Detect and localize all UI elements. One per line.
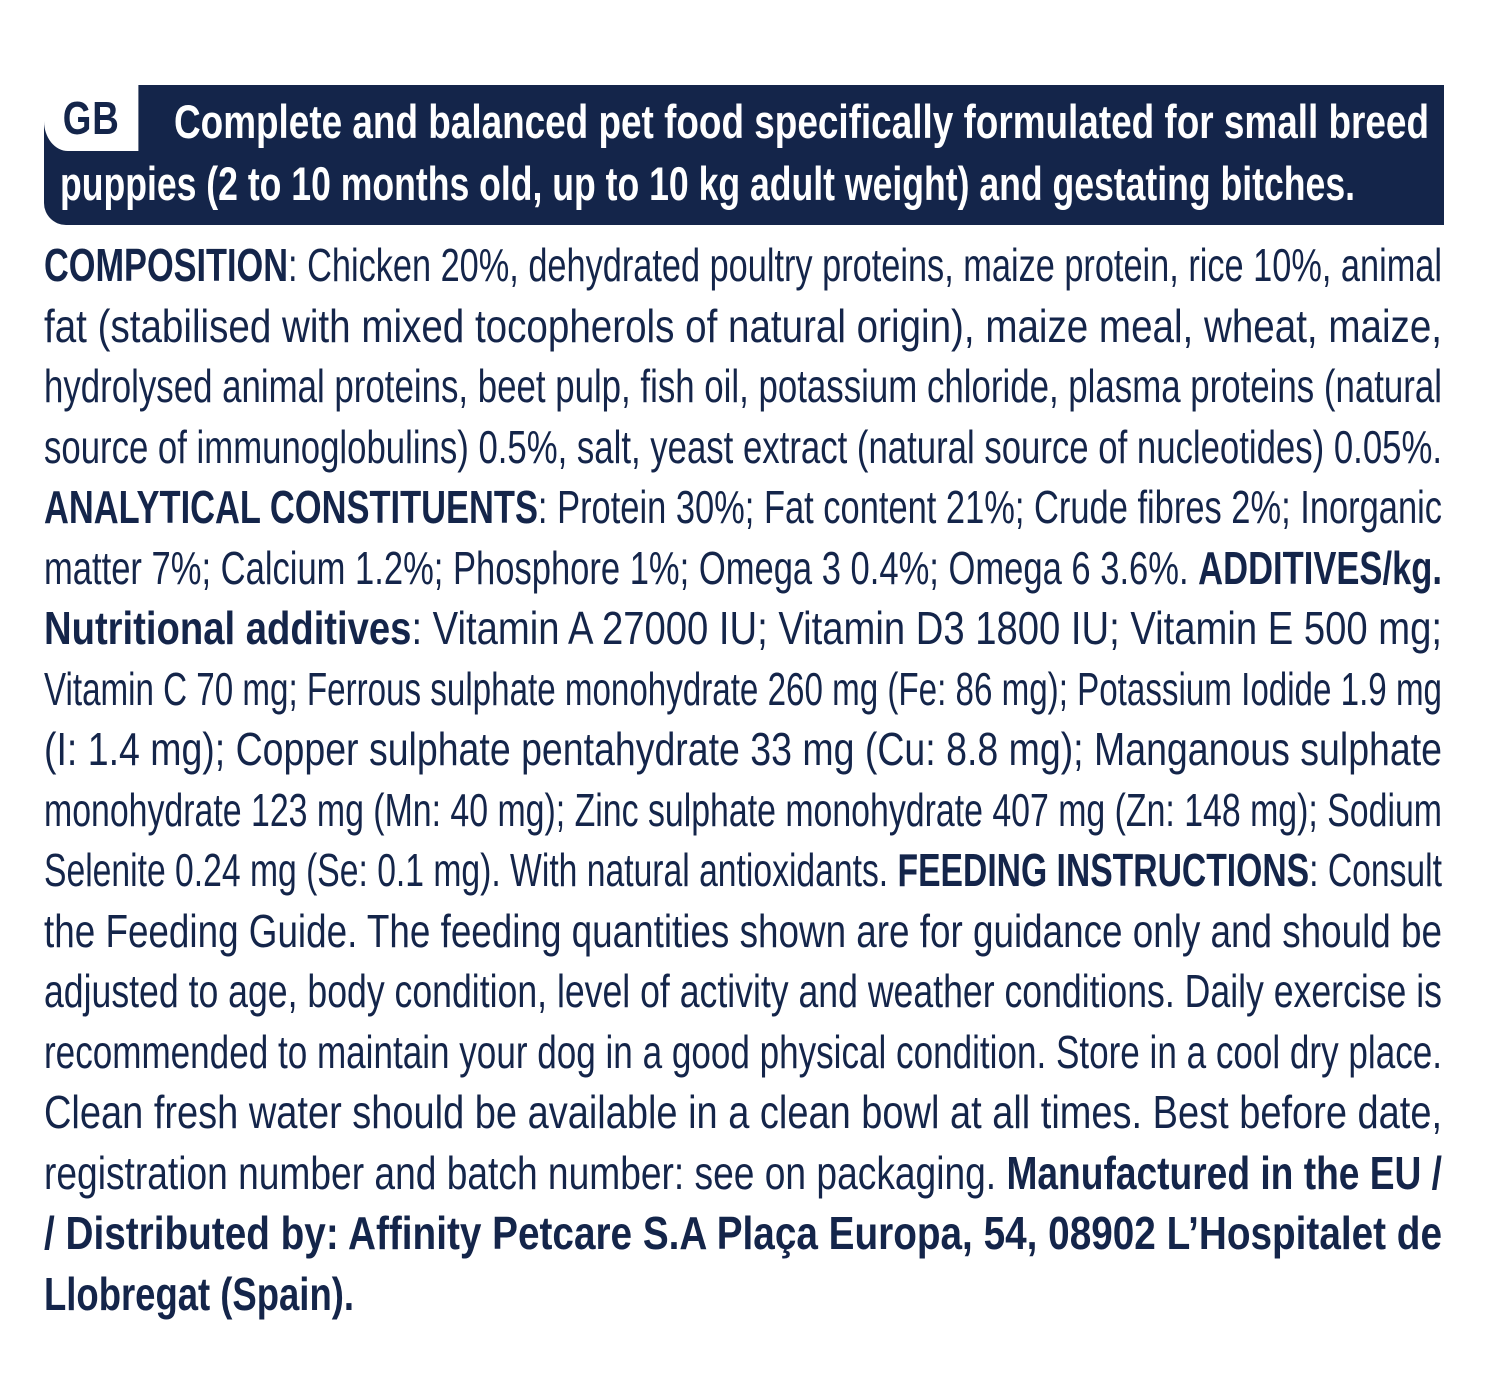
- feeding-heading: FEEDING INSTRUCTIONS: [897, 844, 1310, 896]
- composition-line-3: hydrolysed animal proteins, beet pulp, fish oil, potassium chloride, plasma proteins (natural: [44, 360, 1442, 412]
- nutritional-heading: Nutritional additives: [44, 602, 412, 654]
- feeding-text: : Consult: [1309, 844, 1442, 896]
- feeding-line-6: [44, 1143, 1442, 1204]
- analytical-heading: ANALYTICAL CONSTITUENTS: [44, 481, 538, 533]
- composition-text: : Chicken 20%, dehydrated poultry proteins, maize protein, rice 10%, animal: [288, 239, 1442, 291]
- composition-heading: COMPOSITION: [44, 239, 289, 291]
- header-line-2: puppies (2 to 10 months old, up to 10 kg adult weight) and gestating bitches.: [60, 157, 1355, 210]
- nutritional-line-4: monohydrate 123 mg (Mn: 40 mg); Zinc sulphate monohydrate 407 mg (Zn: 148 mg); Sodium: [44, 783, 1442, 836]
- nutritional-line-3: (I: 1.4 mg); Copper sulphate pentahydrate 33 mg (Cu: 8.8 mg); Manganous sulphate: [44, 723, 1442, 775]
- composition-line-1: [44, 235, 1442, 296]
- pet-food-label: [44, 85, 1444, 1324]
- nutritional-line-1: [44, 598, 1443, 659]
- nutritional-text-5: Selenite 0.24 mg (Se: 0.1 mg). With natural antioxidants.: [44, 844, 898, 896]
- country-badge: GB: [44, 85, 138, 151]
- feeding-line-5: Clean fresh water should be available in a clean bowl at all times. Best before date,: [44, 1086, 1442, 1138]
- nutritional-text: : Vitamin A 27000 IU; Vitamin D3 1800 IU; Vitamin E 500 mg;: [411, 602, 1443, 654]
- composition-line-4: source of immunoglobulins) 0.5%, salt, yeast extract (natural source of nucleotides) 0.05%.: [44, 420, 1442, 473]
- header-banner: [44, 85, 1444, 225]
- feeding-line-3: adjusted to age, body condition, level of activity and weather conditions. Daily exercise is: [44, 965, 1442, 1017]
- nutritional-line-5: [44, 840, 1442, 901]
- manufacturer-line-2: / Distributed by: Affinity Petcare S.A Plaça Europa, 54, 08902 L’Hospitalet de: [44, 1207, 1442, 1259]
- analytical-text-2: matter 7%; Calcium 1.2%; Phosphore 1%; Omega 3 0.4%; Omega 6 3.6%.: [44, 541, 1199, 594]
- analytical-text: : Protein 30%; Fat content 21%; Crude fibres 2%; Inorganic: [537, 481, 1442, 533]
- analytical-line-1: [44, 477, 1442, 538]
- manufacturer-line-3: Llobregat (Spain).: [44, 1267, 354, 1320]
- header-line-1: Complete and balanced pet food specifically formulated for small breed: [174, 95, 1429, 148]
- feeding-text-6: registration number and batch number: see on packaging.: [44, 1146, 1007, 1199]
- manufacturer-heading: Manufactured in the EU /: [1006, 1146, 1442, 1199]
- feeding-line-2: the Feeding Guide. The feeding quantities shown are for guidance only and should be: [44, 904, 1442, 957]
- analytical-line-2: [44, 538, 1442, 599]
- additives-heading: ADDITIVES/kg.: [1198, 541, 1442, 594]
- composition-line-2: fat (stabilised with mixed tocopherols of natural origin), maize meal, wheat, maize,: [44, 299, 1442, 352]
- label-body: [44, 235, 1444, 1324]
- feeding-line-4: recommended to maintain your dog in a good physical condition. Store in a cool dry place.: [44, 1025, 1442, 1078]
- nutritional-line-2: Vitamin C 70 mg; Ferrous sulphate monohydrate 260 mg (Fe: 86 mg); Potassium Iodide 1.9 mg: [44, 662, 1442, 715]
